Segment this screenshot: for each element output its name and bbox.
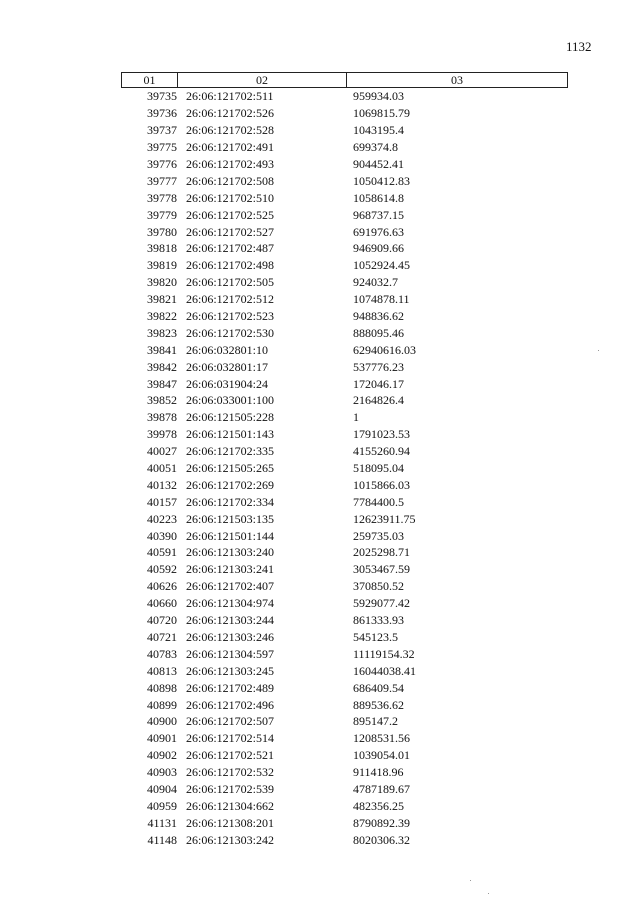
table-cell-col-02: 26:06:121702:505 — [186, 275, 275, 290]
table-cell-col-03: 904452.41 — [353, 157, 404, 171]
table-cell-col-02: 26:06:121702:335 — [186, 444, 275, 459]
table-cell-col-03: 895147.2 — [353, 714, 398, 729]
page-number: 1132 — [566, 39, 592, 54]
table-cell-col-01: 40591 — [147, 545, 177, 560]
table-cell-col-03: 259735.03 — [353, 528, 404, 543]
table-cell-col-02: 26:06:121702:512 — [186, 292, 275, 307]
table-cell-col-01: 39735 — [147, 89, 177, 104]
table-row — [121, 747, 568, 764]
table-cell-col-01: 39779 — [147, 207, 177, 222]
table-row — [121, 409, 568, 426]
table-row — [121, 324, 568, 341]
table-cell-col-01: 39852 — [147, 393, 177, 408]
table-cell-col-02: 26:06:121702:334 — [186, 494, 275, 509]
table-row — [121, 645, 568, 662]
table-cell-col-02: 26:06:121702:507 — [186, 714, 275, 729]
table-cell-col-03: 691976.63 — [353, 224, 404, 239]
table-cell-col-01: 39775 — [147, 140, 177, 155]
table-row — [121, 257, 568, 274]
table-cell-col-01: 39818 — [147, 241, 177, 256]
table-row — [121, 781, 568, 798]
table-cell-col-03: 911418.96 — [353, 765, 404, 780]
table-cell-col-01: 39847 — [147, 376, 177, 391]
table-cell-col-01: 40051 — [147, 461, 177, 476]
table-cell-col-01: 39820 — [147, 275, 177, 290]
table-cell-col-01: 41131 — [147, 815, 177, 830]
table-cell-col-02: 26:06:121702:528 — [186, 123, 275, 138]
table-body — [121, 88, 568, 848]
table-cell-col-01: 40813 — [147, 663, 177, 678]
table-row — [121, 426, 568, 443]
table-row — [121, 105, 568, 122]
table-cell-col-01: 39737 — [147, 123, 177, 138]
table-cell-col-02: 26:06:121702:514 — [186, 731, 275, 746]
table-row — [121, 274, 568, 291]
table-cell-col-01: 39777 — [147, 173, 177, 188]
table-cell-col-01: 39878 — [147, 410, 177, 425]
table-cell-col-02: 26:06:121702:525 — [186, 207, 275, 222]
table-cell-col-01: 40592 — [147, 562, 177, 577]
table-cell-col-02: 26:06:121505:228 — [186, 410, 275, 425]
table-row — [121, 223, 568, 240]
table-cell-col-03: 8790892.39 — [353, 815, 410, 830]
table-cell-col-01: 39823 — [147, 325, 177, 340]
table-row — [121, 156, 568, 173]
table-cell-col-01: 39819 — [147, 258, 177, 273]
table-cell-col-03: 8020306.32 — [353, 832, 410, 847]
table-row — [121, 764, 568, 781]
table-cell-col-02: 26:06:121303:242 — [186, 832, 275, 847]
table-row — [121, 443, 568, 460]
table-cell-col-03: 1 — [353, 410, 359, 425]
table-row — [121, 460, 568, 477]
table-cell-col-02: 26:06:121304:597 — [186, 646, 275, 661]
scan-speck — [488, 893, 489, 894]
table-cell-col-03: 861333.93 — [353, 613, 404, 628]
table-cell-col-03: 172046.17 — [353, 376, 404, 391]
table-cell-col-01: 40720 — [147, 613, 177, 628]
table-cell-col-03: 370850.52 — [353, 579, 404, 594]
table-cell-col-02: 26:06:121501:144 — [186, 528, 275, 543]
table-cell-col-03: 4155260.94 — [353, 444, 410, 459]
table-cell-col-02: 26:06:121702:530 — [186, 325, 275, 340]
table-cell-col-02: 26:06:033001:100 — [186, 393, 275, 408]
table-cell-col-03: 11119154.32 — [353, 646, 415, 661]
table-cell-col-02: 26:06:121702:491 — [186, 140, 275, 155]
table-row — [121, 493, 568, 510]
table-cell-col-03: 1791023.53 — [353, 427, 410, 442]
table-cell-col-01: 40902 — [147, 748, 177, 763]
table-cell-col-02: 26:06:121702:508 — [186, 173, 275, 188]
table-cell-col-02: 26:06:031904:24 — [186, 376, 269, 391]
table-row — [121, 240, 568, 257]
table-cell-col-03: 545123.5 — [353, 629, 398, 644]
table-cell-col-02: 26:06:121702:526 — [186, 106, 275, 121]
table-cell-col-03: 948836.62 — [353, 309, 404, 324]
table-cell-col-01: 40904 — [147, 781, 177, 796]
table-row — [121, 139, 568, 156]
table-cell-col-01: 39821 — [147, 292, 177, 307]
table-cell-col-01: 40783 — [147, 646, 177, 661]
table-cell-col-01: 40903 — [147, 765, 177, 780]
table-cell-col-01: 40900 — [147, 714, 177, 729]
header-col-03: 03 — [451, 72, 463, 87]
table-row — [121, 561, 568, 578]
table-row — [121, 358, 568, 375]
table-cell-col-02: 26:06:121702:493 — [186, 157, 275, 171]
table-cell-col-03: 924032.7 — [353, 275, 398, 290]
table-row — [121, 544, 568, 561]
table-header — [121, 72, 568, 88]
table-cell-col-03: 482356.25 — [353, 798, 404, 813]
table-cell-col-01: 39978 — [147, 427, 177, 442]
table-cell-col-01: 40899 — [147, 697, 177, 712]
table-cell-col-02: 26:06:121303:245 — [186, 663, 275, 678]
header-col-01: 01 — [122, 73, 178, 87]
table-cell-col-01: 39841 — [147, 342, 177, 357]
table-row — [121, 172, 568, 189]
table-cell-col-02: 26:06:121303:241 — [186, 562, 275, 577]
table-cell-col-01: 40390 — [147, 528, 177, 543]
table-cell-col-03: 3053467.59 — [353, 562, 410, 577]
table-cell-col-02: 26:06:121303:246 — [186, 629, 275, 644]
table-cell-col-02: 26:06:121702:487 — [186, 241, 275, 256]
table-cell-col-02: 26:06:121702:510 — [186, 190, 275, 205]
table-cell-col-02: 26:06:121303:244 — [186, 613, 275, 628]
table-cell-col-03: 2164826.4 — [353, 393, 404, 408]
table-cell-col-01: 40959 — [147, 798, 177, 813]
table-row — [121, 696, 568, 713]
table-cell-col-02: 26:06:121702:269 — [186, 477, 275, 492]
table-cell-col-03: 1015866.03 — [353, 477, 410, 492]
table-row — [121, 527, 568, 544]
table-cell-col-02: 26:06:121702:511 — [186, 89, 274, 104]
table-row — [121, 595, 568, 612]
table-cell-col-01: 40132 — [147, 477, 177, 492]
table-row — [121, 713, 568, 730]
table-cell-col-02: 26:06:121503:135 — [186, 511, 275, 526]
table-row — [121, 375, 568, 392]
table-row — [121, 510, 568, 527]
table-row — [121, 88, 568, 105]
table-cell-col-01: 39778 — [147, 190, 177, 205]
table-row — [121, 679, 568, 696]
table-cell-col-02: 26:06:121303:240 — [186, 545, 275, 560]
table-cell-col-03: 1052924.45 — [353, 258, 410, 273]
table-row — [121, 341, 568, 358]
table-cell-col-03: 699374.8 — [353, 140, 398, 155]
table-cell-col-03: 1058614.8 — [353, 190, 404, 205]
table-cell-col-01: 39842 — [147, 359, 177, 374]
table-row — [121, 730, 568, 747]
table-row — [121, 662, 568, 679]
table-cell-col-01: 39822 — [147, 309, 177, 324]
table-cell-col-02: 26:06:121304:662 — [186, 798, 275, 813]
table-cell-col-03: 62940616.03 — [353, 342, 416, 357]
table-cell-col-03: 1069815.79 — [353, 106, 410, 121]
table-cell-col-02: 26:06:121702:521 — [186, 748, 275, 763]
table-row — [121, 612, 568, 629]
table-cell-col-02: 26:06:121702:539 — [186, 781, 275, 796]
table-row — [121, 392, 568, 409]
table-cell-col-03: 1043195.4 — [353, 123, 404, 138]
table-cell-col-03: 2025298.71 — [353, 545, 410, 560]
table-cell-col-03: 7784400.5 — [353, 494, 404, 509]
table-cell-col-03: 686409.54 — [353, 680, 404, 695]
table-cell-col-03: 968737.15 — [353, 207, 404, 222]
table-cell-col-02: 26:06:121702:496 — [186, 697, 275, 712]
table-cell-col-02: 26:06:121702:527 — [186, 224, 275, 239]
table-row — [121, 308, 568, 325]
table-row — [121, 206, 568, 223]
table-row — [121, 629, 568, 646]
table-cell-col-01: 40721 — [147, 629, 177, 644]
table-cell-col-01: 39776 — [147, 157, 177, 171]
table-cell-col-03: 4787189.67 — [353, 781, 410, 796]
table-cell-col-03: 1208531.56 — [353, 731, 410, 746]
table-cell-col-01: 39780 — [147, 224, 177, 239]
table-cell-col-03: 12623911.75 — [353, 511, 416, 526]
table-cell-col-01: 40660 — [147, 596, 177, 611]
table-cell-col-03: 1050412.83 — [353, 173, 410, 188]
table-cell-col-03: 1074878.11 — [353, 292, 410, 307]
table-cell-col-03: 5929077.42 — [353, 596, 410, 611]
data-table — [121, 72, 568, 848]
table-cell-col-03: 889536.62 — [353, 697, 404, 712]
table-cell-col-02: 26:06:121505:265 — [186, 461, 275, 476]
table-cell-col-01: 40898 — [147, 680, 177, 695]
table-cell-col-02: 26:06:121702:498 — [186, 258, 275, 273]
header-col-02: 02 — [178, 73, 347, 87]
table-cell-col-02: 26:06:121308:201 — [186, 815, 275, 830]
table-cell-col-02: 26:06:121501:143 — [186, 427, 275, 442]
table-cell-col-01: 40901 — [147, 731, 177, 746]
table-cell-col-02: 26:06:121702:532 — [186, 765, 275, 780]
table-cell-col-02: 26:06:121702:407 — [186, 579, 275, 594]
scan-speck — [598, 350, 599, 351]
table-cell-col-03: 888095.46 — [353, 325, 404, 340]
table-cell-col-02: 26:06:121702:489 — [186, 680, 275, 695]
table-cell-col-01: 40157 — [147, 494, 177, 509]
table-cell-col-02: 26:06:121702:523 — [186, 309, 275, 324]
table-cell-col-03: 537776.23 — [353, 359, 404, 374]
table-cell-col-03: 946909.66 — [353, 241, 404, 256]
table-cell-col-01: 40626 — [147, 579, 177, 594]
table-cell-col-01: 41148 — [147, 832, 177, 847]
table-cell-col-03: 1039054.01 — [353, 748, 410, 763]
table-cell-col-02: 26:06:121304:974 — [186, 596, 275, 611]
table-row — [121, 122, 568, 139]
table-row — [121, 476, 568, 493]
table-row — [121, 814, 568, 831]
table-cell-col-03: 959934.03 — [353, 89, 404, 104]
table-row — [121, 189, 568, 206]
table-row — [121, 797, 568, 814]
table-cell-col-03: 518095.04 — [353, 461, 404, 476]
table-cell-col-01: 39736 — [147, 106, 177, 121]
table-cell-col-02: 26:06:032801:17 — [186, 359, 269, 374]
table-cell-col-03: 16044038.41 — [353, 663, 416, 678]
scan-speck — [470, 880, 471, 881]
table-row — [121, 578, 568, 595]
table-cell-col-01: 40027 — [147, 444, 177, 459]
table-row — [121, 831, 568, 848]
table-row — [121, 291, 568, 308]
table-cell-col-02: 26:06:032801:10 — [186, 342, 269, 357]
table-cell-col-01: 40223 — [147, 511, 177, 526]
